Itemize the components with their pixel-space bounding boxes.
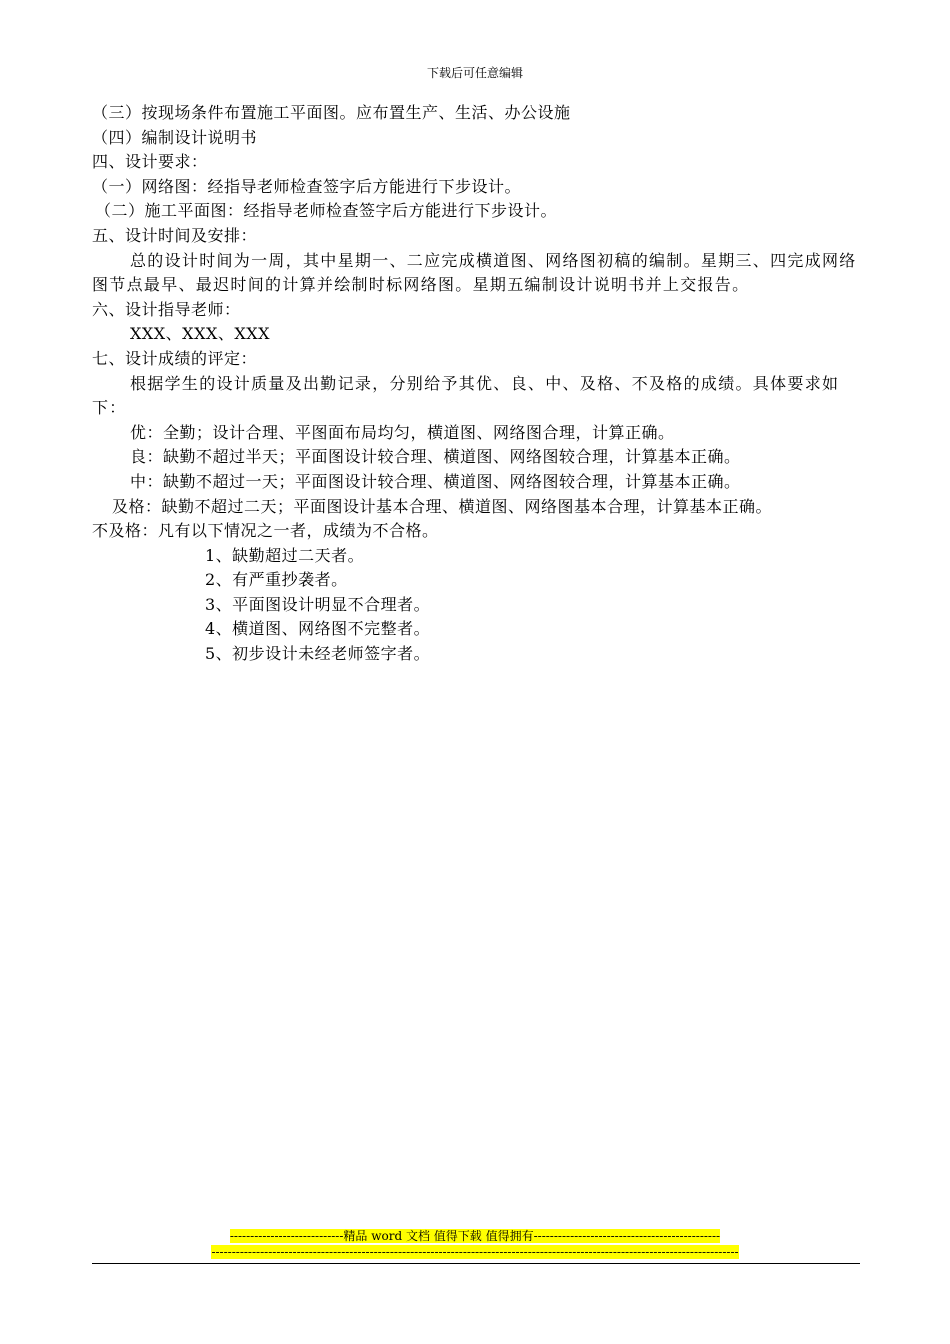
fail-condition-3: 3、平面图设计明显不合理者。 [205,594,431,614]
grading-intro-paragraph: 根据学生的设计质量及出勤记录，分别给予其优、良、中、及格、不及格的成绩。具体要求如下： [92,373,840,418]
footer-banner-text: ----------------------------精品 word 文档 值得下载 值得拥有---------------------------------------------- [229,1229,721,1243]
section-heading-5: 五、设计时间及安排： [92,225,258,245]
document-body [92,101,867,667]
section-item-3: （三）按现场条件布置施工平面图。应布置生产、生活、办公设施 [92,103,571,122]
grade-medium: 中：缺勤不超过一天；平面图设计较合理、横道图、网络图较合理，计算基本正确。 [130,471,741,491]
instructor-names: XXX、XXX、XXX [130,324,271,344]
grade-excellent: 优：全勤；设计合理、平图面布局均匀，横道图、网络图合理，计算正确。 [130,422,675,442]
fail-condition-4: 4、横道图、网络图不完整者。 [205,619,431,639]
footer-banner [0,1229,950,1243]
footer-divider [92,1263,860,1264]
fail-condition-2: 2、有严重抄袭者。 [205,570,348,590]
section-heading-6: 六、设计指导老师： [92,299,241,319]
requirement-network: （一）网络图：经指导老师检查签字后方能进行下步设计。 [92,176,522,196]
page-header: 下载后可任意编辑 [426,66,523,80]
footer-banner-dashes [0,1245,950,1259]
section-item-4: （四）编制设计说明书 [92,127,258,147]
footer-banner-dashes-text: ---------------------------------------------------------------------------------------------------------------------------------- [211,1245,739,1259]
fail-condition-5: 5、初步设计未经老师签字者。 [205,644,431,664]
grade-pass: 及格：缺勤不超过二天；平面图设计基本合理、横道图、网络图基本合理，计算基本正确。 [112,496,773,516]
section-heading-4: 四、设计要求： [92,152,208,172]
fail-condition-1: 1、缺勤超过二天者。 [205,545,365,565]
grade-good: 良：缺勤不超过半天；平面图设计较合理、横道图、网络图较合理，计算基本正确。 [130,447,741,467]
grade-fail: 不及格：凡有以下情况之一者，成绩为不合格。 [92,521,439,541]
schedule-paragraph: 总的设计时间为一周，其中星期一、二应完成横道图、网络图初稿的编制。星期三、四完成网络图节点最早、最迟时间的计算并绘制时标网络图。星期五编制设计说明书并上交报告。 [92,250,857,295]
section-heading-7: 七、设计成绩的评定： [92,348,258,368]
requirement-site-plan: （二）施工平面图：经指导老师检查签字后方能进行下步设计。 [95,201,558,221]
